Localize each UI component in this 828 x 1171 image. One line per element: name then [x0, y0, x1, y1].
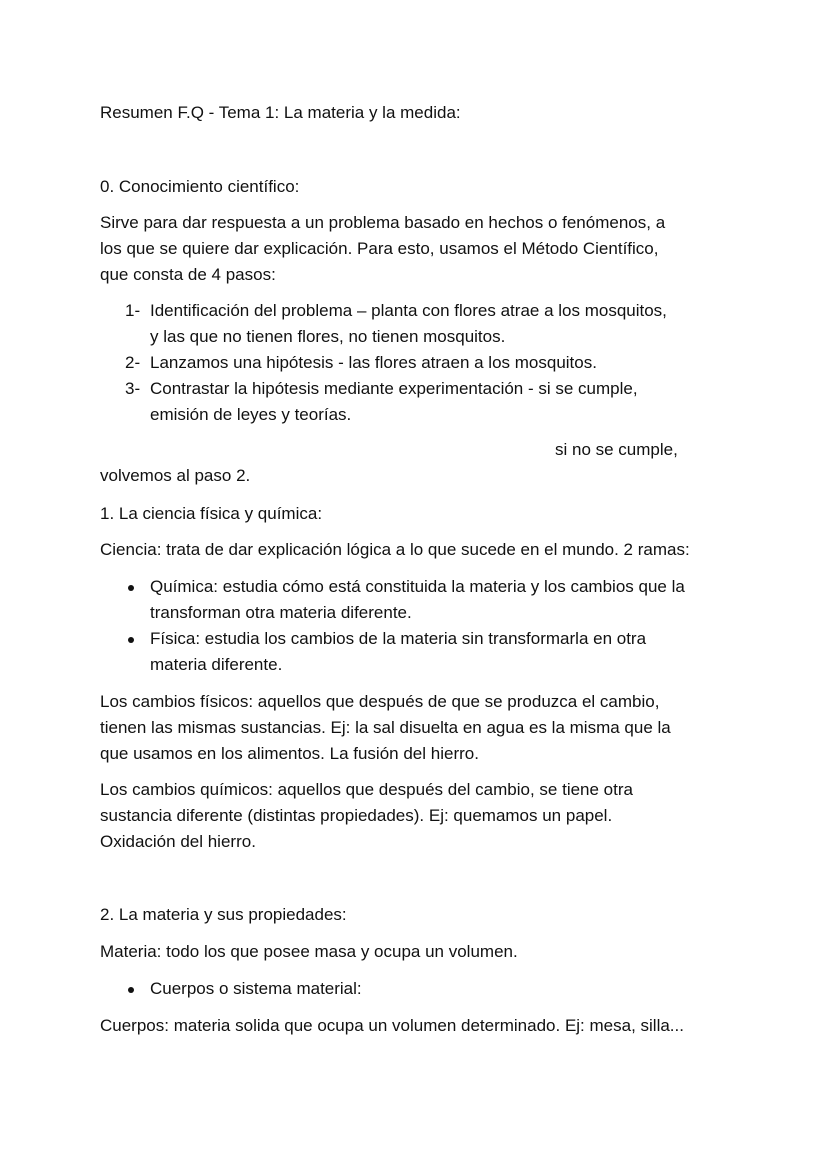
step-alternative-continuation: volvemos al paso 2. — [100, 466, 251, 485]
chemical-changes-line: Oxidación del hierro. — [100, 832, 256, 851]
section-0-intro-line: Sirve para dar respuesta a un problema basado en hechos o fenómenos, a — [100, 213, 666, 232]
step-number: 1- — [125, 301, 141, 320]
bullet-text-line: Cuerpos o sistema material: — [150, 979, 362, 998]
bullet-text-line: Física: estudia los cambios de la materia sin transformarla en otra — [150, 629, 647, 648]
section-1-intro: Ciencia: trata de dar explicación lógica a lo que sucede en el mundo. 2 ramas: — [100, 540, 690, 559]
bullet-dot — [128, 585, 134, 591]
physical-changes-line: Los cambios físicos: aquellos que después de que se produzca el cambio, — [100, 692, 660, 711]
section-0-intro-line: los que se quiere dar explicación. Para esto, usamos el Método Científico, — [100, 239, 659, 258]
step-text-line: y las que no tienen flores, no tienen mosquitos. — [150, 327, 506, 346]
bodies-definition: Cuerpos: materia solida que ocupa un volumen determinado. Ej: mesa, silla... — [100, 1016, 684, 1035]
bullet-dot — [128, 637, 134, 643]
section-0-intro-line: que consta de 4 pasos: — [100, 265, 276, 284]
step-text-line: emisión de leyes y teorías. — [150, 405, 352, 424]
step-text-line: Contrastar la hipótesis mediante experimentación - si se cumple, — [150, 379, 638, 398]
matter-definition: Materia: todo los que posee masa y ocupa un volumen. — [100, 942, 518, 961]
bullet-text-line: materia diferente. — [150, 655, 283, 674]
bullet-text-line: transforman otra materia diferente. — [150, 603, 412, 622]
step-text-line: Identificación del problema – planta con flores atrae a los mosquitos, — [150, 301, 667, 320]
step-number: 3- — [125, 379, 141, 398]
physical-changes-line: que usamos en los alimentos. La fusión del hierro. — [100, 744, 479, 763]
step-text-line: Lanzamos una hipótesis - las flores atraen a los mosquitos. — [150, 353, 597, 372]
physical-changes-line: tienen las mismas sustancias. Ej: la sal disuelta en agua es la misma que la — [100, 718, 671, 737]
section-0-heading: 0. Conocimiento científico: — [100, 177, 300, 196]
step-number: 2- — [125, 353, 141, 372]
section-1-heading: 1. La ciencia física y química: — [100, 504, 323, 523]
bullet-dot — [128, 987, 134, 993]
document-title: Resumen F.Q - Tema 1: La materia y la medida: — [100, 103, 461, 122]
chemical-changes-line: Los cambios químicos: aquellos que después del cambio, se tiene otra — [100, 780, 633, 799]
step-alternative-line: si no se cumple, — [555, 440, 678, 459]
bullet-text-line: Química: estudia cómo está constituida la materia y los cambios que la — [150, 577, 685, 596]
chemical-changes-line: sustancia diferente (distintas propiedades). Ej: quemamos un papel. — [100, 806, 613, 825]
section-2-heading: 2. La materia y sus propiedades: — [100, 905, 347, 924]
